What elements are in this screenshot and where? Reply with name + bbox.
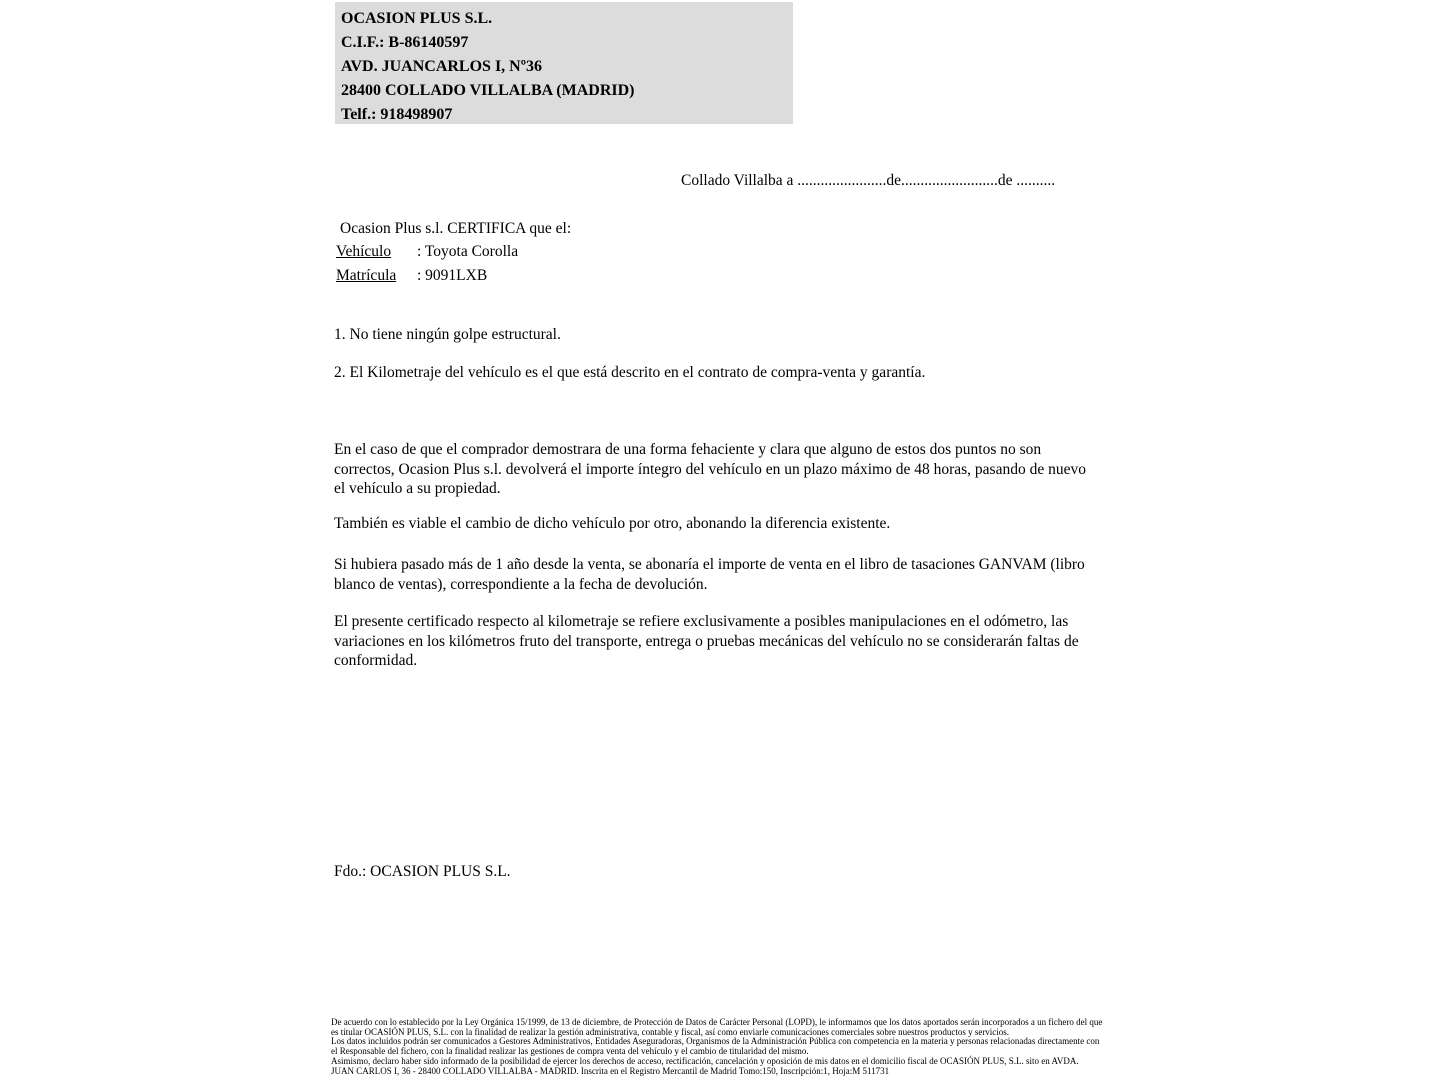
vehicle-value: : Toyota Corolla xyxy=(417,243,519,260)
plate-value: : 9091LXB xyxy=(417,266,488,284)
company-address: AVD. JUANCARLOS I, Nº36 xyxy=(341,58,543,75)
plate-label-container xyxy=(336,264,417,288)
company-cif: C.I.F.: B-86140597 xyxy=(341,34,469,51)
paragraph-odometer: El presente certificado respecto al kilometraje se refiere exclusivamente a posibles manipulaciones en el odómetro, las variaciones en los kilómetros fruto del transporte, entrega o pruebas mecánicas del vehículo no se considerarán faltas de conformidad. xyxy=(334,613,1079,669)
company-city: 28400 COLLADO VILLALBA (MADRID) xyxy=(341,82,635,99)
plate-row xyxy=(336,264,571,288)
paragraph-refund: En el caso de que el comprador demostrara de una forma fehaciente y clara que alguno de estos dos puntos no son correctos, Ocasion Plus s.l. devolverá el importe íntegro del vehículo en un plazo máximo de 48 horas, pasando de nuevo el vehículo a su propiedad. xyxy=(334,441,1086,497)
footer-data-sharing: Los datos incluidos podrán ser comunicados a Gestores Administrativos, Entidades Aseguradoras, Organismos de la Administración Pública con competencia en la materia y personas relacionadas directamente con el Responsable del fichero, con la finalidad realizar las gestiones de compra venta del vehículo y el cambio de titularidad del mismo. xyxy=(331,1036,1100,1057)
footer-rights: Asimismo, declaro haber sido informado de la posibilidad de ejercer los derechos de acceso, rectificación, cancelación y oposición de mis datos en el domicilio fiscal de OCASIÓN PLUS, S.L. sito en AVDA. JUAN CARLOS I, 36 - 28400 COLLADO VILLALBA - MADRID. Inscrita en el Registro Mercantil de Madrid Tomo:150, Inscripción:1, Hoja:M 511731 xyxy=(331,1055,1079,1076)
certify-block xyxy=(336,217,571,287)
vehicle-label: Vehículo xyxy=(336,243,392,260)
vehicle-label-container xyxy=(336,240,417,264)
date-line: Collado Villalba a .......................de.........................de .......... xyxy=(681,172,1056,189)
footer-lopd: De acuerdo con lo establecido por la Ley Orgánica 15/1999, de 13 de diciembre, de Protección de Datos de Carácter Personal (LOPD), le informamos que los datos aportados serán incorporados a un fichero del que es titular OCASIÓN PLUS, S.L. con la finalidad de realizar la gestión administrativa, contable y fiscal, así como enviarle comunicaciones comerciales sobre nuestros productos y servicios. xyxy=(331,1017,1103,1037)
legal-footer xyxy=(331,1018,1103,1076)
company-header-box xyxy=(335,2,793,124)
certify-intro: Ocasion Plus s.l. CERTIFICA que el: xyxy=(340,220,572,237)
point-1: 1. No tiene ningún golpe estructural. xyxy=(334,326,561,343)
plate-label: Matrícula xyxy=(336,266,397,284)
point-2: 2. El Kilometraje del vehículo es el que está descrito en el contrato de compra-venta y garantía. xyxy=(334,364,926,381)
company-phone: Telf.: 918498907 xyxy=(341,106,453,123)
signature-line: Fdo.: OCASION PLUS S.L. xyxy=(334,863,511,880)
paragraph-exchange: También es viable el cambio de dicho vehículo por otro, abonando la diferencia existente. xyxy=(334,515,891,532)
paragraph-ganvam: Si hubiera pasado más de 1 año desde la venta, se abonaría el importe de venta en el libro de tasaciones GANVAM (libro blanco de ventas), correspondiente a la fecha de devolución. xyxy=(334,556,1085,593)
vehicle-row xyxy=(336,240,571,264)
company-name: OCASION PLUS S.L. xyxy=(341,10,493,27)
